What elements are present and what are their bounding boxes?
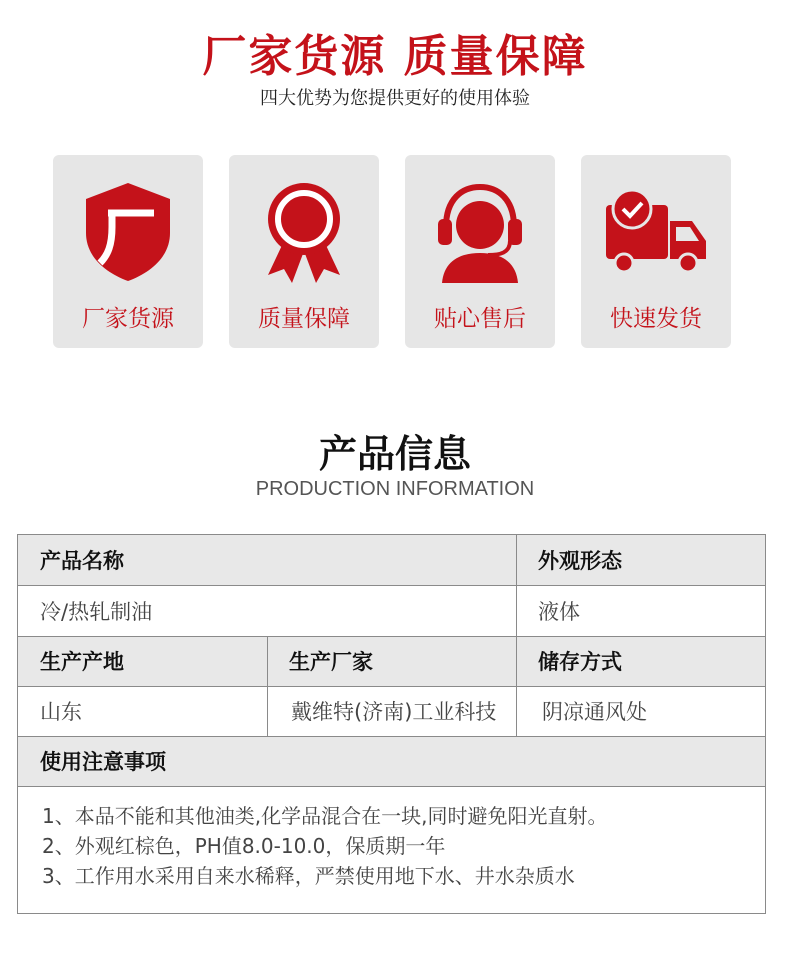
hero-title: 厂家货源 质量保障 [202, 31, 588, 82]
manufacturer-value: 戴维特(济南)工业科技 [267, 686, 516, 736]
note-item: 1、本品不能和其他油类,化学品混合在一块,同时避免阳光直射。 [42, 804, 608, 828]
origin-label: 生产产地 [18, 636, 267, 686]
product-info-table [17, 534, 766, 914]
section-title: 产品信息 [318, 432, 471, 476]
advantage-card-service [405, 155, 555, 348]
advantage-card-shipping [581, 155, 731, 348]
notes-list [42, 801, 752, 891]
table-divider [18, 786, 765, 787]
table-divider [18, 736, 765, 737]
table-divider [267, 636, 268, 736]
manufacturer-label: 生产厂家 [267, 636, 516, 686]
headset-person-icon [430, 175, 530, 285]
storage-label: 储存方式 [516, 636, 765, 686]
appearance-label: 外观形态 [516, 535, 765, 585]
product-name-value: 冷/热轧制油 [18, 585, 516, 636]
advantage-label: 贴心售后 [434, 306, 526, 332]
table-divider [516, 535, 517, 736]
advantage-label: 质量保障 [258, 306, 350, 332]
appearance-value: 液体 [516, 585, 765, 636]
notes-label: 使用注意事项 [18, 736, 765, 786]
product-name-label: 产品名称 [18, 535, 516, 585]
storage-value: 阴凉通风处 [516, 686, 765, 736]
shield-icon [78, 175, 178, 285]
table-divider [18, 686, 765, 687]
table-divider [18, 636, 765, 637]
hero-subtitle: 四大优势为您提供更好的使用体验 [260, 88, 530, 109]
award-ribbon-icon [254, 175, 354, 285]
advantage-card-factory [53, 155, 203, 348]
advantage-label: 快速发货 [610, 306, 702, 332]
origin-value: 山东 [18, 686, 267, 736]
table-divider [18, 585, 765, 586]
advantage-card-quality [229, 155, 379, 348]
note-item: 3、工作用水采用自来水稀释，严禁使用地下水、井水杂质水 [42, 864, 575, 888]
delivery-truck-icon [606, 175, 706, 285]
section-subtitle: PRODUCTION INFORMATION [255, 478, 535, 500]
note-item: 2、外观红棕色，PH值8.0-10.0，保质期一年 [42, 834, 446, 858]
advantage-label: 厂家货源 [82, 306, 174, 332]
advantage-cards [53, 155, 737, 348]
